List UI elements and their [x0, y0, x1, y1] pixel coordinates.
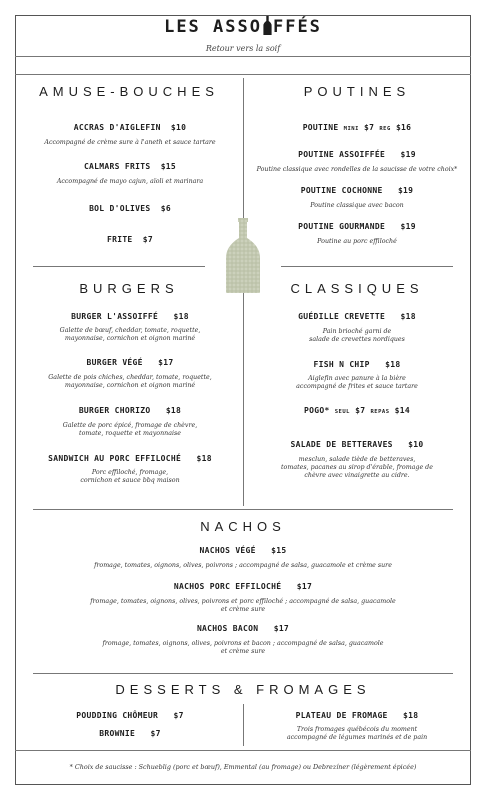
- left-mid-rule: [33, 266, 205, 267]
- footnote-sausage-choice: * Choix de saucisse : Schueblig (porc et bœuf), Emmental (au fromage) ou Debrezíner (légèrement épicée): [69, 763, 417, 771]
- nachos-rule: [33, 509, 453, 510]
- menu-item-calmars: CALMARS FRITS $15: [83, 162, 177, 171]
- item-description: Trois fromages québécois du moment accompagné de légumes marinés et de pain: [286, 726, 428, 741]
- menu-item-fish-n-chip: FISH N CHIP $18: [313, 360, 401, 369]
- header-rule: [15, 56, 471, 57]
- right-mid-rule: [281, 266, 453, 267]
- subtitle-rule: [15, 74, 471, 75]
- item-description: Aiglefin avec panure à la bière accompagné de frites et sauce tartare: [296, 375, 418, 390]
- section-title-poutines: POUTINES: [303, 84, 411, 99]
- menu-item-poutine-assoiffee: POUTINE ASSOIFFÉE $19: [298, 150, 416, 159]
- desserts-divider: [243, 704, 244, 746]
- menu-item-poutine-cochonne: POUTINE COCHONNE $19: [300, 186, 414, 195]
- item-description: Galette de bœuf, cheddar, tomate, roquette, mayonnaise, cornichon et oignon mariné: [59, 327, 201, 342]
- section-title-amuse-bouches: AMUSE-BOUCHES: [39, 84, 219, 99]
- menu-item-nachos-vege: NACHOS VÉGÉ $15: [199, 546, 287, 555]
- title-left: LES ASSO: [164, 17, 262, 37]
- menu-item-guedille: GUÉDILLE CREVETTE $18: [298, 312, 416, 321]
- footer-rule: [15, 750, 471, 751]
- item-description: fromage, tomates, oignons, olives, poivrons et porc effiloché ; accompagné de salsa, guacamole et crème sure: [90, 598, 396, 613]
- menu-item-nachos-bacon: NACHOS BACON $17: [196, 624, 290, 633]
- menu-subtitle: Retour vers la soif: [205, 44, 281, 53]
- menu-item-poudding-chomeur: POUDDING CHÔMEUR $7: [76, 711, 184, 720]
- menu-item-nachos-porc: NACHOS PORC EFFILOCHÉ $17: [173, 582, 313, 591]
- item-description: mesclun, salade tiède de betteraves, tomates, pacanes au sirop d'érable, fromage de chèvre avec vinaigrette au cidre.: [281, 456, 433, 479]
- menu-item-burger-chorizo: BURGER CHORIZO $18: [78, 406, 182, 415]
- menu-item-sandwich-porc: SANDWICH AU PORC EFFILOCHÉ $18: [48, 454, 212, 463]
- menu-item-olives: BOL D'OLIVES $6: [89, 204, 171, 213]
- item-description: Poutine au porc effiloché: [317, 238, 397, 245]
- item-description: Pain brioché garni de salade de crevettes nordiques: [309, 328, 405, 343]
- item-description: Accompagné de mayo cajun, aïoli et marinara: [56, 178, 204, 185]
- item-description: Poutine classique avec rondelles de la saucisse de votre choix*: [256, 166, 458, 173]
- menu-item-brownie: BROWNIE $7: [99, 729, 161, 738]
- section-title-burgers: BURGERS: [79, 281, 179, 296]
- menu-item-poutine: POUTINE MINI $7 REG $16: [302, 123, 412, 132]
- item-description: Poutine classique avec bacon: [310, 202, 404, 209]
- item-description: Galette de pois chiches, cheddar, tomate, roquette, mayonnaise, cornichon et oignon mariné: [48, 374, 212, 389]
- section-title-nachos: NACHOS: [200, 519, 286, 534]
- item-description: Galette de porc épicé, fromage de chèvre, tomate, roquette et mayonnaise: [62, 422, 198, 437]
- section-title-classiques: CLASSIQUES: [290, 281, 424, 296]
- menu-item-burger-assoiffe: BURGER L'ASSOIFFÉ $18: [71, 312, 189, 321]
- menu-item-plateau-fromage: PLATEAU DE FROMAGE $18: [295, 711, 419, 720]
- item-description: fromage, tomates, oignons, olives, poivrons ; accompagné de salsa, guacamole et crème sure: [94, 562, 392, 569]
- menu-item-accras: ACCRAS D'AIGLEFIN $10: [73, 123, 187, 132]
- item-description: Porc effiloché, fromage, cornichon et sauce bbq maison: [80, 469, 180, 484]
- title-right: FFÉS: [272, 17, 322, 37]
- menu-item-salade-betteraves: SALADE DE BETTERAVES $10: [290, 440, 424, 449]
- menu-title: [0, 16, 486, 40]
- bottle-icon: [263, 16, 272, 40]
- menu-item-poutine-gourmande: POUTINE GOURMANDE $19: [298, 222, 416, 231]
- item-description: Accompagné de crème sure à l'aneth et sauce tartare: [44, 139, 216, 146]
- section-title-desserts: DESSERTS & FROMAGES: [115, 682, 371, 697]
- desserts-rule: [33, 673, 453, 674]
- menu-item-burger-vege: BURGER VÉGÉ $17: [86, 358, 174, 367]
- item-description: fromage, tomates, oignons, olives, poivrons et bacon ; accompagné de salsa, guacamole et crème sure: [102, 640, 384, 655]
- menu-item-pogo: POGO* SEUL $7 REPAS $14: [304, 406, 410, 415]
- menu-item-frite: FRITE $7: [106, 235, 154, 244]
